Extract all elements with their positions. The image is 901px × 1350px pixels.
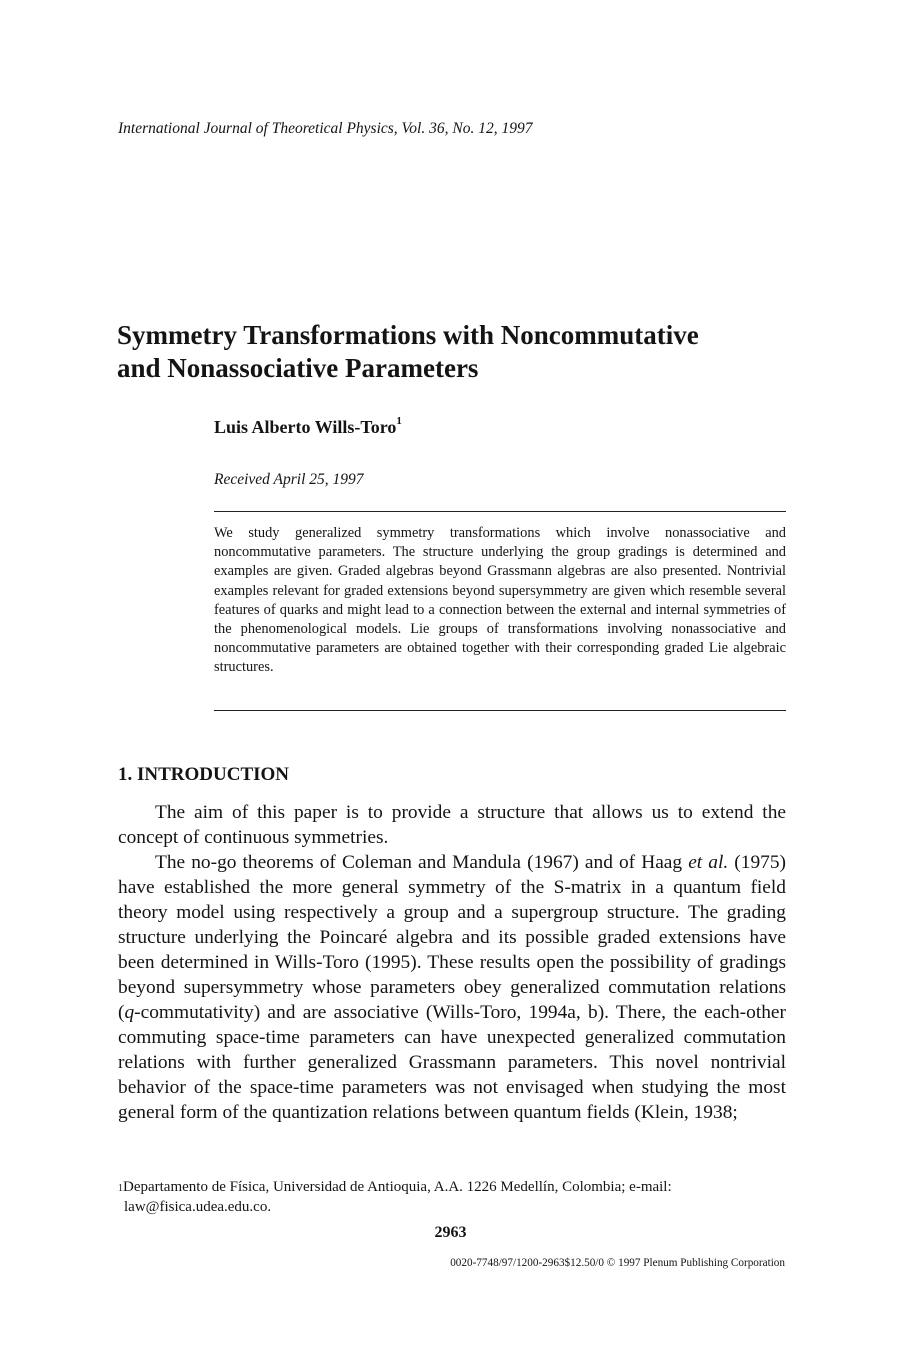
- footnote-mark: 1: [118, 1183, 123, 1194]
- copyright-line: 0020-7748/97/1200-2963$12.50/0 © 1997 Plenum Publishing Corporation: [450, 1257, 785, 1269]
- title-line-1: Symmetry Transformations with Noncommutative: [117, 320, 699, 350]
- author-text: Luis Alberto Wills-Toro: [214, 417, 397, 437]
- footnote-line-1: Departamento de Física, Universidad de Antioquia, A.A. 1226 Medellín, Colombia; e-mail:: [123, 1179, 672, 1195]
- paragraph-2-part-3: -commutativity) and are associative (Wills-Toro, 1994a, b). There, the each-other commuting space-time parameters can have unexpected generalized commutation relations with further generalized Grassmann parameters. This novel nontrivial behavior of the space-time parameters was not envisaged when studying the most general form of the quantization relations between quantum fields (Klein, 1938;: [118, 1002, 786, 1123]
- abstract-bottom-rule: [214, 710, 786, 711]
- abstract: We study generalized symmetry transformations which involve nonassociative and noncommutative parameters. The structure underlying the group gradings is determined and examples are given. Graded algebras beyond Grassmann algebras are also presented. Nontrivial examples relevant for graded extensions beyond supersymmetry are given which resemble several features of quarks and might lead to a connection between the external and internal symmetries of the phenomenological models. Lie groups of transformations involving nonassociative and noncommutative parameters are obtained together with their corresponding graded Lie algebraic structures.: [214, 525, 786, 676]
- received-date: Received April 25, 1997: [214, 471, 364, 488]
- paragraph-2-q: q: [124, 1002, 135, 1023]
- abstract-top-rule: [214, 511, 786, 512]
- page-number: 2963: [434, 1224, 467, 1241]
- paper-title: [117, 319, 817, 385]
- journal-citation: International Journal of Theoretical Physics, Vol. 36, No. 12, 1997: [118, 120, 533, 137]
- author-name: [214, 417, 402, 438]
- footnote: [118, 1178, 786, 1217]
- section-heading: 1. INTRODUCTION: [118, 764, 290, 785]
- paragraph-2: [118, 850, 786, 1125]
- title-line-2: and Nonassociative Parameters: [117, 353, 479, 383]
- paragraph-2-et-al: et al.: [688, 852, 729, 873]
- author-footnote-mark: 1: [396, 415, 402, 427]
- footnote-line-2: law@fisica.udea.edu.co.: [124, 1198, 272, 1215]
- paragraph-1: The aim of this paper is to provide a structure that allows us to extend the concept of continuous symmetries.: [118, 802, 786, 848]
- body-text: [118, 800, 786, 1125]
- paragraph-2-part-2: (1975) have established the more general symmetry of the S-matrix in a quantum field theory model using respectively a group and a supergroup structure. The grading structure underlying the Poincaré algebra and its possible graded extensions have been determined in Wills-Toro (1995). These results open the possibility of gradings beyond supersymmetry whose parameters obey generalized commutation relations (: [118, 852, 786, 1023]
- paragraph-2-part-1: The no-go theorems of Coleman and Mandula (1967) and of Haag: [155, 852, 689, 873]
